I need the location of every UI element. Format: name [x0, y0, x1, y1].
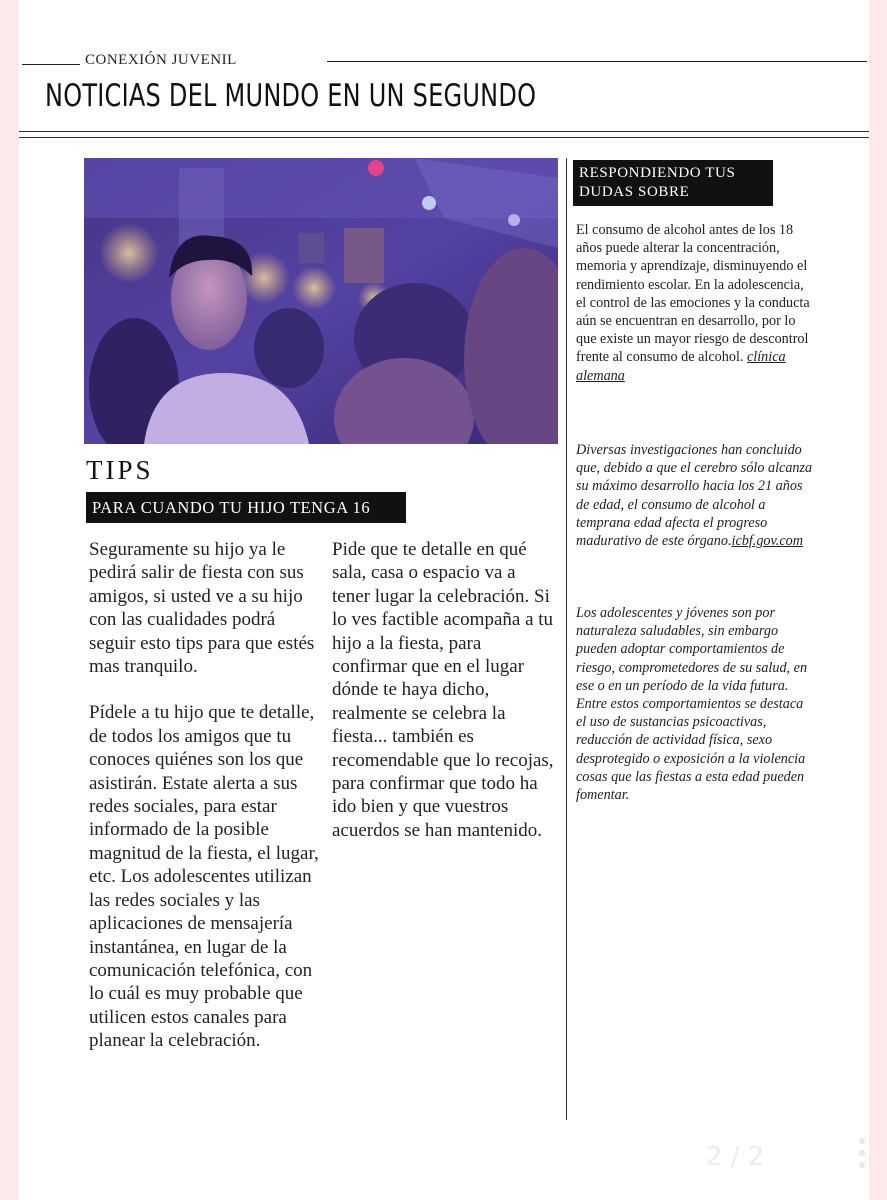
sidebar-text: Los adolescentes y jóvenes son por naturaleza saludables, sin embargo pueden adoptar comportamientos de riesgo, comprometedores de su salud, en ese o en un período de la vida futura. Entre estos comportamientos se destaca el uso de sustancias psicoactivas, reducción de actividad física, sexo desprotegido o exposición a la violencia cosas que las fiestas a esta edad pueden fomentar.	[576, 605, 808, 804]
tips-paragraph: Pídele a tu hijo que te detalle, de todos los amigos que tu conoces quiénes son los que asistirán. Estate alerta a sus redes sociales, para estar informado de la posible magnitud de la fiesta, el lugar, etc. Los adolescentes utilizan las redes sociales y las aplicaciones de mensajería instantánea, en lugar de la comunicación telefónica, con lo cuál es muy probable que utilicen estos canales para planear la celebración.	[89, 702, 319, 1052]
column-divider	[566, 158, 567, 1120]
masthead-rule-right	[327, 61, 867, 62]
source-link-icbf[interactable]: icbf.gov.com	[731, 533, 803, 550]
page-margin	[869, 0, 887, 1200]
newsletter-page	[19, 0, 869, 1200]
sidebar-paragraph	[576, 221, 816, 385]
sidebar-paragraph	[576, 441, 816, 550]
sidebar-paragraph	[576, 604, 816, 804]
masthead-kicker: CONEXIÓN JUVENIL	[85, 52, 237, 68]
tips-heading: TIPS	[86, 455, 154, 485]
tips-column-left	[89, 538, 321, 1053]
tips-paragraph: Seguramente su hijo ya le pedirá salir de fiesta con sus amigos, si usted ve a su hijo con las cualidades podrá seguir esto tips para que estés mas tranquilo.	[89, 539, 315, 678]
sidebar-heading-line: DUDAS SOBRE	[579, 184, 690, 200]
header-rule-bottom	[19, 137, 869, 138]
sidebar-text: El consumo de alcohol antes de los 18 años puede alterar la concentración, memoria y aprendizaje, disminuyendo el rendimiento escolar. En la adolescencia, el control de las emociones y la conducta aún se encuentran en desarrollo, por lo que existe un mayor riesgo de descontrol frente al consumo de alcohol.	[576, 222, 810, 366]
masthead-rule-left	[22, 64, 80, 65]
tips-column-right	[332, 538, 554, 842]
page-indicator: 2 / 2	[706, 1142, 765, 1172]
sidebar-heading-line: RESPONDIENDO TUS	[579, 165, 736, 181]
sidebar-text: Diversas investigaciones han concluido que, debido a que el cerebro sólo alcanza su máximo desarrollo hacia los 21 años de edad, el consumo de alcohol a temprana edad afecta el progreso madurativo de este órgano.	[576, 442, 813, 550]
tips-subheading: PARA CUANDO TU HIJO TENGA 16	[86, 492, 406, 523]
tips-paragraph: Pide que te detalle en qué sala, casa o espacio va a tener lugar la celebración. Si lo ves factible acompaña a tu hijo a la fiesta, para confirmar que en el lugar dónde te haya dicho, realmente se celebra la fiesta... también es recomendable que lo recojas, para confirmar que todo ha ido bien y que vuestros acuerdos se han mantenido.	[332, 539, 554, 841]
sidebar-heading	[573, 160, 773, 206]
page-title: NOTICIAS DEL MUNDO EN UN SEGUNDO	[45, 78, 537, 114]
party-photo	[84, 158, 558, 444]
header-rule-top	[19, 131, 869, 132]
source-link-clinica[interactable]: clínica alemana	[576, 349, 786, 384]
